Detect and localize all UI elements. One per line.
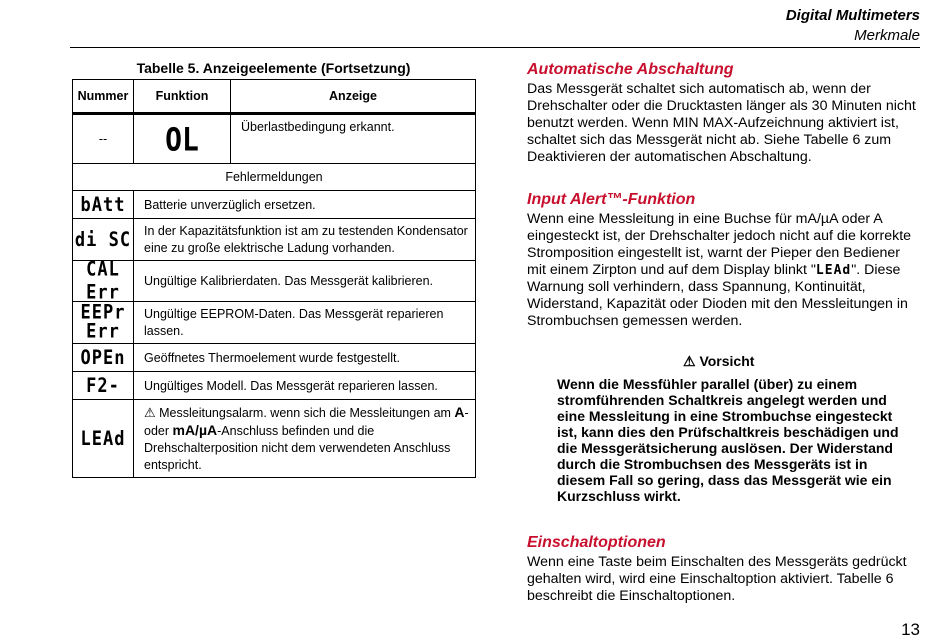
table-row bbox=[73, 400, 476, 478]
warning-triangle-icon: ⚠ bbox=[144, 405, 156, 420]
cell-code bbox=[73, 344, 134, 372]
column-header-funktion: Funktion bbox=[134, 80, 231, 114]
section-title-auto-off: Automatische Abschaltung bbox=[527, 61, 734, 78]
display-code: OPEn bbox=[80, 346, 126, 369]
display-code: LEAd bbox=[815, 263, 852, 278]
cell-code bbox=[73, 219, 134, 261]
cell-code bbox=[73, 191, 134, 219]
section-heading: Fehlermeldungen bbox=[73, 164, 476, 191]
cell-anzeige: Überlastbedingung erkannt. bbox=[231, 114, 476, 164]
header-rule bbox=[70, 47, 920, 48]
cell-description: Ungültige EEPROM-Daten. Das Messgerät reparieren lassen. bbox=[134, 302, 476, 344]
cell-description: Ungültiges Modell. Das Messgerät reparieren lassen. bbox=[134, 372, 476, 400]
table-caption: Tabelle 5. Anzeigeelemente (Fortsetzung) bbox=[136, 60, 411, 76]
section-body-power-on: Wenn eine Taste beim Einschalten des Messgeräts gedrückt gehalten wird, wird eine Einschaltoption aktiviert. Tabelle 6 beschreibt die Einschaltoptionen. bbox=[527, 554, 907, 604]
section-title-input-alert: Input Alert™-Funktion bbox=[527, 191, 696, 208]
display-code: EEPr bbox=[80, 301, 126, 324]
display-code: bAtt bbox=[80, 193, 126, 216]
table-row bbox=[73, 191, 476, 219]
table-row bbox=[73, 302, 476, 344]
section-row bbox=[73, 164, 476, 191]
cell-description: Ungültige Kalibrierdaten. Das Messgerät kalibrieren. bbox=[134, 261, 476, 302]
cell-code bbox=[73, 372, 134, 400]
cell-code bbox=[73, 302, 134, 344]
cell-code bbox=[73, 400, 134, 478]
column-header-anzeige: Anzeige bbox=[231, 80, 476, 114]
cell-nummer: -- bbox=[73, 114, 134, 164]
display-code-line2: Err bbox=[86, 320, 120, 343]
caution-heading: ⚠ Vorsicht bbox=[683, 353, 755, 369]
warning-triangle-icon: ⚠ bbox=[683, 353, 696, 369]
running-header-title: Digital Multimeters bbox=[785, 7, 920, 24]
table-row bbox=[73, 219, 476, 261]
table-row bbox=[73, 372, 476, 400]
display-code: LEAd bbox=[80, 427, 126, 450]
display-code-ol: OL bbox=[165, 120, 199, 158]
table-row bbox=[73, 344, 476, 372]
cell-description: Geöffnetes Thermoelement wurde festgestellt. bbox=[134, 344, 476, 372]
caution-text: Wenn die Messfühler parallel (über) zu einem stromführenden Schaltkreis angelegt werden und eine Messleitung in eine Strombuchse eingesteckt ist, kann dies den Prüfschaltkreis beschädigen und die Messgerätsicherung auslösen. Der Widerstand durch die Strombuchsen des Messgeräts ist in diesem Fall so gering, dass das Messgerät wie ein Kurzschluss wirkt. bbox=[557, 376, 899, 504]
table-row bbox=[73, 261, 476, 302]
display-code: di SC bbox=[74, 228, 132, 251]
section-body-auto-off: Das Messgerät schaltet sich automatisch ab, wenn der Drehschalter oder die Drucktasten länger als 30 Minuten nicht benutzt werden. Wenn MIN MAX-Aufzeichnung aktiviert ist, schaltet sich das Messgerät nicht ab. Siehe Tabelle 6 zum Deaktivieren der automatischen Abschaltung. bbox=[527, 81, 916, 165]
running-header-subtitle: Merkmale bbox=[854, 27, 920, 44]
display-code: CAL Err bbox=[86, 258, 120, 304]
cell-code bbox=[73, 258, 134, 304]
section-title-power-on: Einschaltoptionen bbox=[527, 534, 666, 551]
display-code: F2- bbox=[86, 374, 120, 397]
section-body-input-alert: Wenn eine Messleitung in eine Buchse für mA/µA oder A eingesteckt ist, der Drehschalter jedoch nicht auf die korrekte Stromposition eingestellt ist, warnt der Pieper den Bediener mit einem Zirpton und auf dem Display blinkt "LEAd". Diese Warnung soll verhindern, dass Spannung, Kontinuität, Widerstand, Kapazität oder Dioden mit den Messleitungen in Strombuchsen gemessen werden. bbox=[527, 211, 912, 329]
cell-description: In der Kapazitätsfunktion ist am zu testenden Kondensator eine zu große elektrische Ladung vorhanden. bbox=[134, 219, 476, 261]
display-elements-table bbox=[72, 79, 476, 478]
table-row bbox=[73, 114, 476, 164]
column-header-nummer: Nummer bbox=[73, 80, 134, 114]
cell-description: ⚠ Messleitungsalarm. wenn sich die Messleitungen am A-oder mA/µA-Anschluss befinden und die Drehschalterposition nicht dem verwendeten Anschluss entspricht. bbox=[134, 400, 476, 478]
cell-funktion bbox=[134, 114, 231, 164]
cell-description: Batterie unverzüglich ersetzen. bbox=[134, 191, 476, 219]
page-number: 13 bbox=[901, 620, 920, 639]
